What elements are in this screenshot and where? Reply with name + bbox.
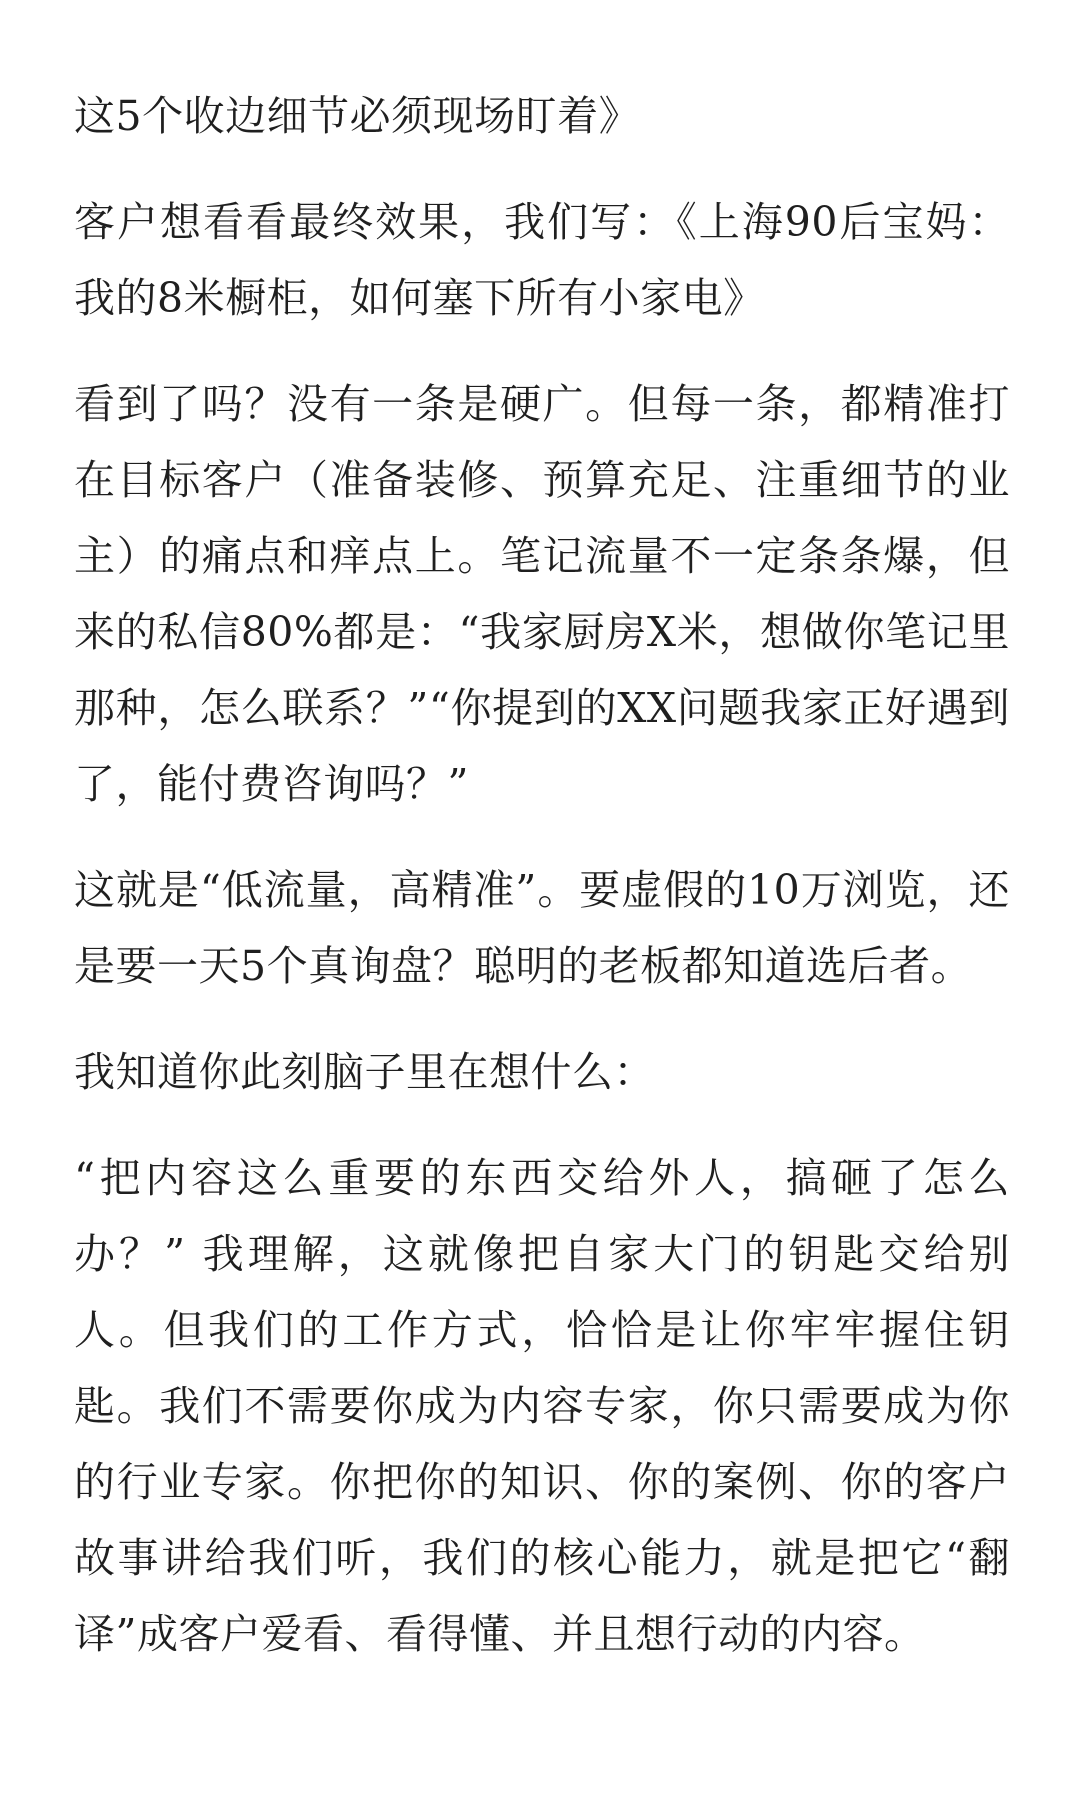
paragraph-key-metaphor: “把内容这么重要的东西交给外人，搞砸了怎么办？” 我理解，这就像把自家大门的钥匙交给别人。但我们的工作方式，恰恰是让你牢牢握住钥匙。我们不需要你成为内容专家，你只需要成为你的行业专家。你把你的知识、你的案例、你的客户故事讲给我们听，我们的核心能力，就是把它“翻译”成客户爱看、看得懂、并且想行动的内容。 [74, 1154, 1010, 1658]
paragraph-reader-thought: 我知道你此刻脑子里在想什么： [74, 1048, 655, 1096]
article-body [74, 78, 1010, 1702]
paragraph-low-traffic-high-precision: 这就是“低流量，高精准”。要虚假的10万浏览，还是要一天5个真询盘？聪明的老板都知道选后者。 [74, 866, 1010, 990]
paragraph-precision-targeting: 看到了吗？没有一条是硬广。但每一条，都精准打在目标客户（准备装修、预算充足、注重细节的业主）的痛点和痒点上。笔记流量不一定条条爆，但来的私信80%都是：“我家厨房X米，想做你笔记里那种，怎么联系？”“你提到的XX问题我家正好遇到了，能付费咨询吗？” [74, 380, 1010, 808]
paragraph-heading-tail: 这5个收边细节必须现场盯着》 [74, 92, 641, 140]
paragraph-final-effect: 客户想看看最终效果，我们写：《上海90后宝妈：我的8米橱柜，如何塞下所有小家电》 [74, 198, 1010, 322]
